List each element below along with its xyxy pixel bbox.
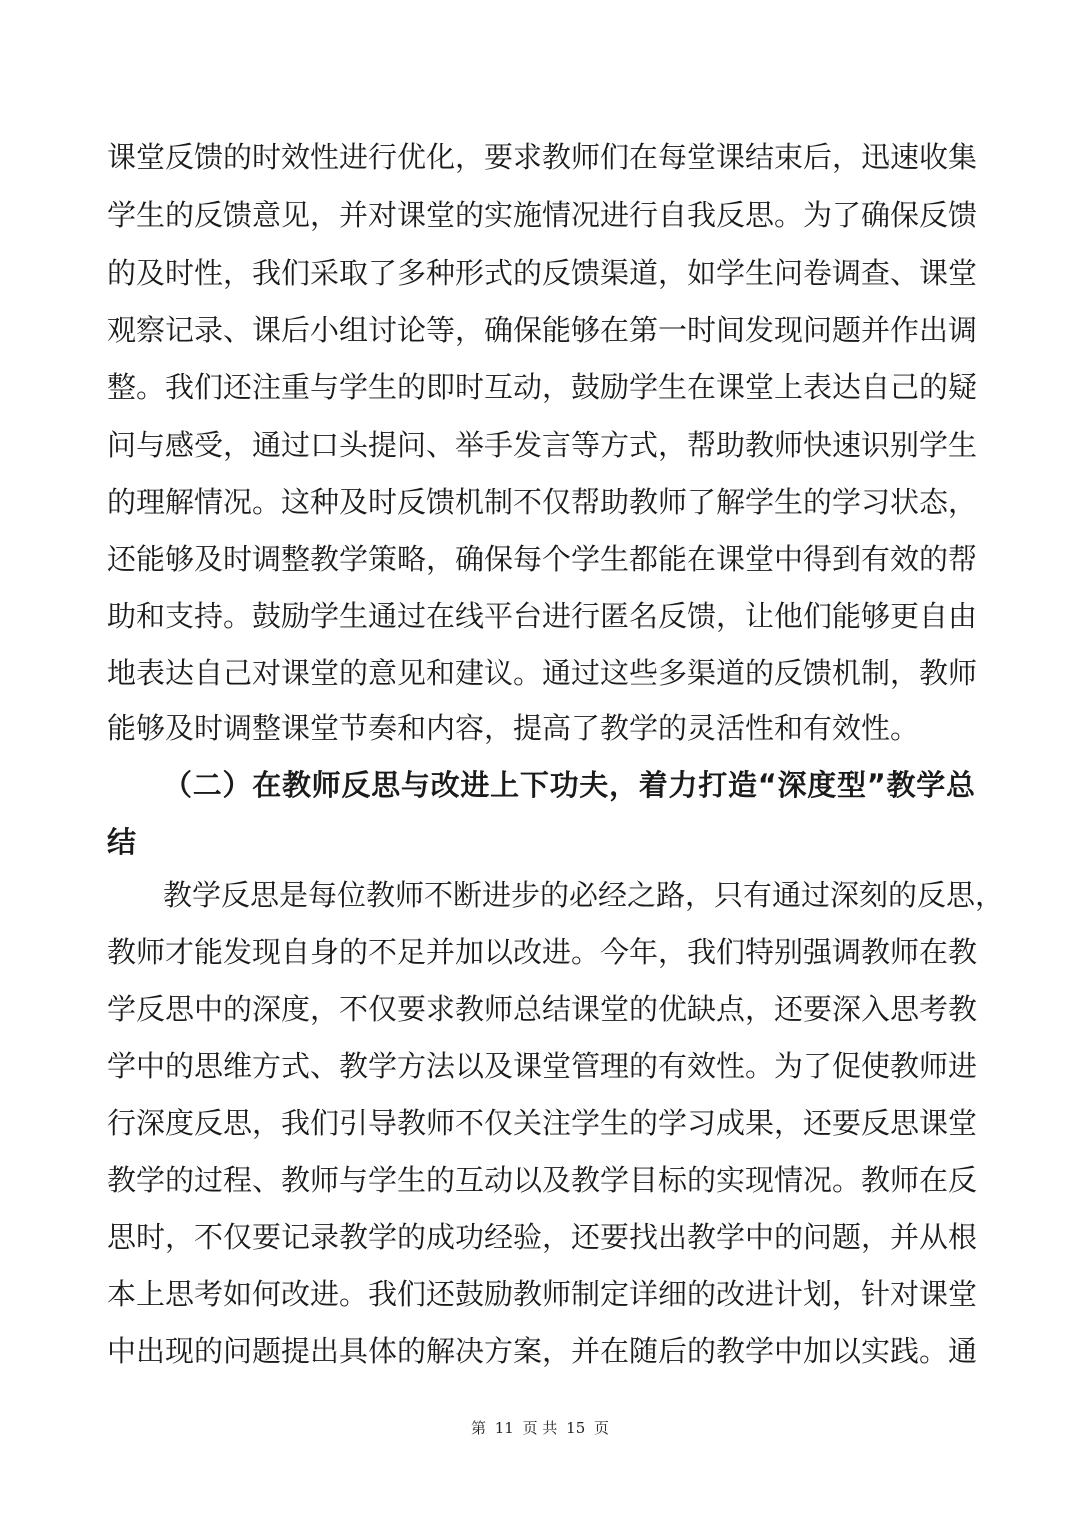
text-line: 助和支持。鼓励学生通过在线平台进行匿名反馈，让他们能够更自由 (107, 599, 978, 633)
text-line: 地表达自己对课堂的意见和建议。通过这些多渠道的反馈机制，教师 (107, 656, 978, 690)
text-line: 整。我们还注重与学生的即时互动，鼓励学生在课堂上表达自己的疑 (107, 370, 978, 404)
text-line: 学生的反馈意见，并对课堂的实施情况进行自我反思。为了确保反馈 (107, 198, 978, 232)
text-line: 观察记录、课后小组讨论等，确保能够在第一时间发现问题并作出调 (107, 313, 978, 347)
text-line: 问与感受，通过口头提问、举手发言等方式，帮助教师快速识别学生 (107, 428, 978, 462)
text-line: 思时，不仅要记录教学的成功经验，还要找出教学中的问题，并从根 (107, 1220, 978, 1254)
text-line: 能够及时调整课堂节奏和内容，提高了教学的灵活性和有效性。 (107, 711, 920, 745)
text-line: 学反思中的深度，不仅要求教师总结课堂的优缺点，还要深入思考教 (107, 992, 978, 1026)
text-line: 教师才能发现自身的不足并加以改进。今年，我们特别强调教师在教 (107, 935, 978, 969)
footer-prefix: 第 (470, 1419, 486, 1437)
text-line: 学中的思维方式、教学方法以及课堂管理的有效性。为了促使教师进 (107, 1049, 978, 1083)
page-footer (0, 1417, 1080, 1438)
total-page-count: 15 (566, 1419, 586, 1437)
current-page-number: 11 (494, 1419, 514, 1437)
footer-middle: 页 共 (522, 1419, 558, 1437)
text-line: 行深度反思，我们引导教师不仅关注学生的学习成果，还要反思课堂 (107, 1106, 978, 1140)
text-line: 还能够及时调整教学策略，确保每个学生都能在课堂中得到有效的帮 (107, 542, 978, 576)
text-line: 教学的过程、教师与学生的互动以及教学目标的实现情况。教师在反 (107, 1163, 978, 1197)
text-line: 的理解情况。这种及时反馈机制不仅帮助教师了解学生的学习状态， (107, 485, 978, 519)
text-line: 本上思考如何改进。我们还鼓励教师制定详细的改进计划，针对课堂 (107, 1277, 978, 1311)
text-line: 中出现的问题提出具体的解决方案，并在随后的教学中加以实践。通 (107, 1334, 978, 1368)
footer-suffix: 页 (594, 1419, 610, 1437)
text-line: 教学反思是每位教师不断进步的必经之路，只有通过深刻的反思， (163, 878, 1005, 912)
text-line: 课堂反馈的时效性进行优化，要求教师们在每堂课结束后，迅速收集 (107, 140, 978, 174)
heading-line: 结 (107, 825, 137, 859)
heading-line: （二）在教师反思与改进上下功夫，着力打造“深度型”教学总 (163, 768, 975, 802)
text-line: 的及时性，我们采取了多种形式的反馈渠道，如学生问卷调查、课堂 (107, 256, 978, 290)
